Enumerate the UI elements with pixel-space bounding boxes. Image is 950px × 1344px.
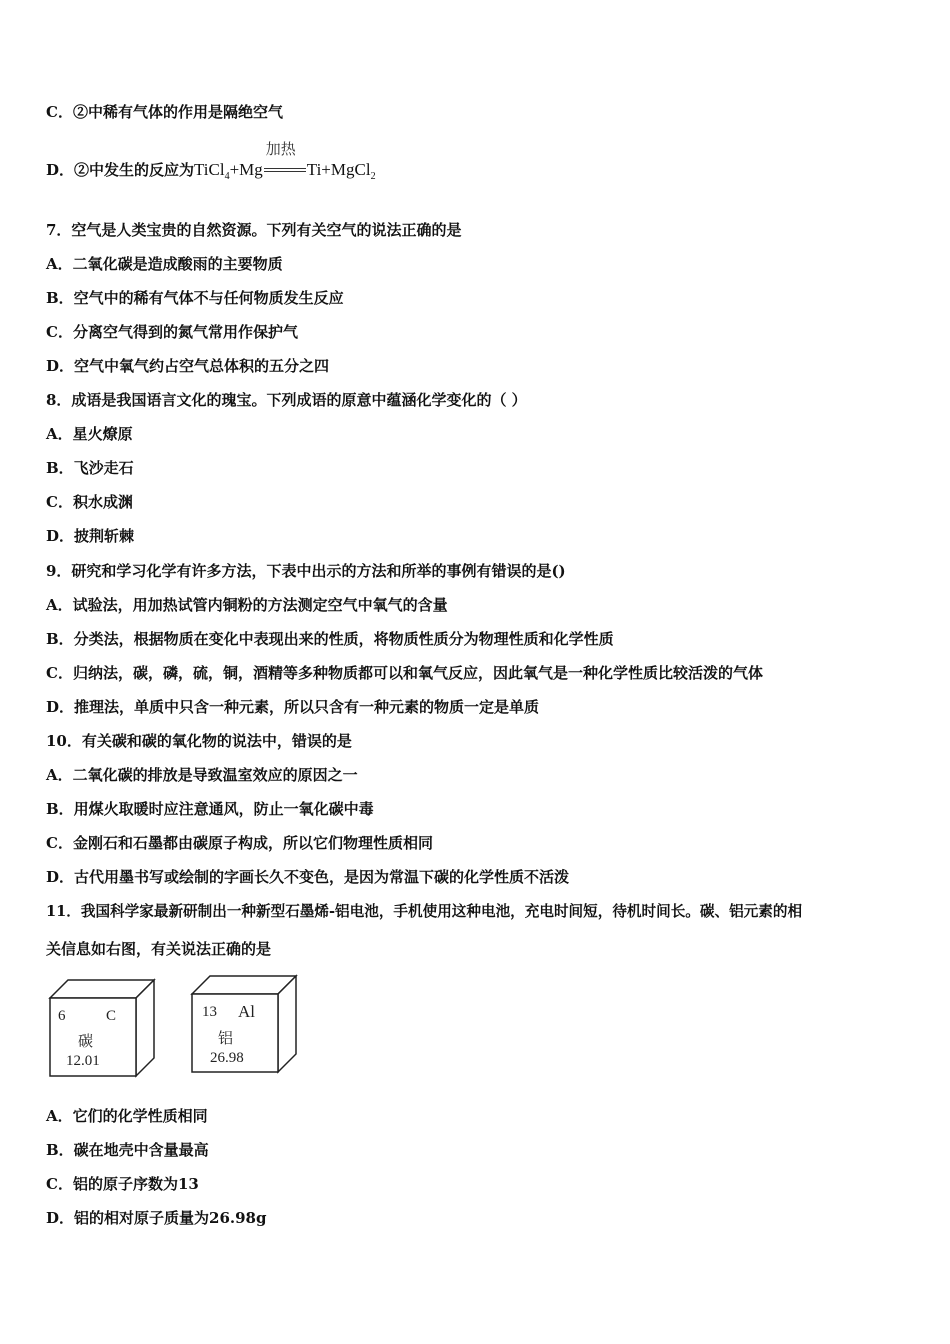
q6-option-d-prefix: D．②中发生的反应为 bbox=[46, 161, 195, 179]
carbon-name: 碳 bbox=[78, 1032, 94, 1050]
q7-stem: 7．空气是人类宝贵的自然资源。下列有关空气的说法正确的是 bbox=[46, 221, 462, 239]
aluminium-symbol: Al bbox=[238, 1002, 255, 1021]
cube-outline-icon bbox=[188, 972, 300, 1076]
q11-option-a: A．它们的化学性质相同 bbox=[46, 1107, 208, 1125]
q9-stem: 9．研究和学习化学有许多方法，下表中出示的方法和所举的事例有错误的是() bbox=[46, 562, 566, 580]
q8-stem: 8．成语是我国语言文化的瑰宝。下列成语的原意中蕴涵化学变化的（ ） bbox=[46, 391, 527, 409]
q11-option-d: D．铝的相对原子质量为26.98g bbox=[46, 1209, 267, 1227]
q10-option-c: C．金刚石和石墨都由碳原子构成，所以它们物理性质相同 bbox=[46, 834, 433, 852]
q7-option-c: C．分离空气得到的氮气常用作保护气 bbox=[46, 323, 298, 341]
carbon-mass: 12.01 bbox=[66, 1053, 100, 1069]
q9-option-a: A．试验法，用加热试管内铜粉的方法测定空气中氧气的含量 bbox=[46, 596, 448, 614]
q10-option-b: B．用煤火取暖时应注意通风，防止一氧化碳中毒 bbox=[46, 800, 374, 818]
q9-option-b: B．分类法，根据物质在变化中表现出来的性质，将物质性质分为物理性质和化学性质 bbox=[46, 630, 614, 648]
element-card-aluminium bbox=[188, 972, 300, 1076]
q11-option-b: B．碳在地壳中含量最高 bbox=[46, 1141, 209, 1159]
reactant-ticl: TiCl bbox=[194, 160, 225, 179]
reaction-equation bbox=[194, 140, 376, 182]
product-mgcl-subscript: 2 bbox=[370, 171, 376, 182]
q9-option-c: C．归纳法，碳，磷，硫，铜，酒精等多种物质都可以和氧气反应，因此氧气是一种化学性质比较活泼的气体 bbox=[46, 664, 763, 682]
reactant-ticl-subscript: 4 bbox=[224, 171, 230, 182]
q6-option-c: C．②中稀有气体的作用是隔绝空气 bbox=[46, 103, 283, 121]
q7-option-d: D．空气中氧气约占空气总体积的五分之四 bbox=[46, 357, 330, 375]
q9-option-d: D．推理法，单质中只含一种元素，所以只含有一种元素的物质一定是单质 bbox=[46, 698, 540, 716]
q8-option-d: D．披荆斩棘 bbox=[46, 527, 135, 545]
q10-option-d: D．古代用墨书写或绘制的字画长久不变色，是因为常温下碳的化学性质不活泼 bbox=[46, 868, 570, 886]
carbon-atomic-number: 6 bbox=[58, 1008, 66, 1024]
q11-option-c: C．铝的原子序数为13 bbox=[46, 1175, 199, 1193]
cube-outline-icon bbox=[46, 976, 158, 1080]
aluminium-mass: 26.98 bbox=[210, 1050, 244, 1066]
q6-option-d bbox=[46, 140, 376, 187]
reactant-mg: +Mg bbox=[229, 160, 263, 179]
q11-stem-line2: 关信息如右图，有关说法正确的是 bbox=[46, 940, 272, 958]
q10-stem: 10．有关碳和碳的氧化物的说法中，错误的是 bbox=[46, 732, 352, 750]
q10-option-a: A．二氧化碳的排放是导致温室效应的原因之一 bbox=[46, 766, 358, 784]
q8-option-a: A．星火燎原 bbox=[46, 425, 133, 443]
carbon-symbol: C bbox=[106, 1008, 117, 1024]
element-card-carbon bbox=[46, 976, 158, 1080]
product-ti-mgcl: Ti+MgCl bbox=[306, 160, 371, 179]
aluminium-atomic-number: 13 bbox=[202, 1004, 217, 1020]
q8-option-b: B．飞沙走石 bbox=[46, 459, 134, 477]
reaction-condition: 加热 bbox=[265, 140, 296, 159]
q11-stem-line1: 11．我国科学家最新研制出一种新型石墨烯-铝电池，手机使用这种电池，充电时间短，待机时间长。碳、铝元素的相 bbox=[46, 903, 803, 920]
q7-option-b: B．空气中的稀有气体不与任何物质发生反应 bbox=[46, 289, 344, 307]
q8-option-c: C．积水成渊 bbox=[46, 493, 133, 511]
equals-sign bbox=[264, 140, 306, 181]
q7-option-a: A．二氧化碳是造成酸雨的主要物质 bbox=[46, 255, 283, 273]
aluminium-name: 铝 bbox=[218, 1029, 234, 1047]
